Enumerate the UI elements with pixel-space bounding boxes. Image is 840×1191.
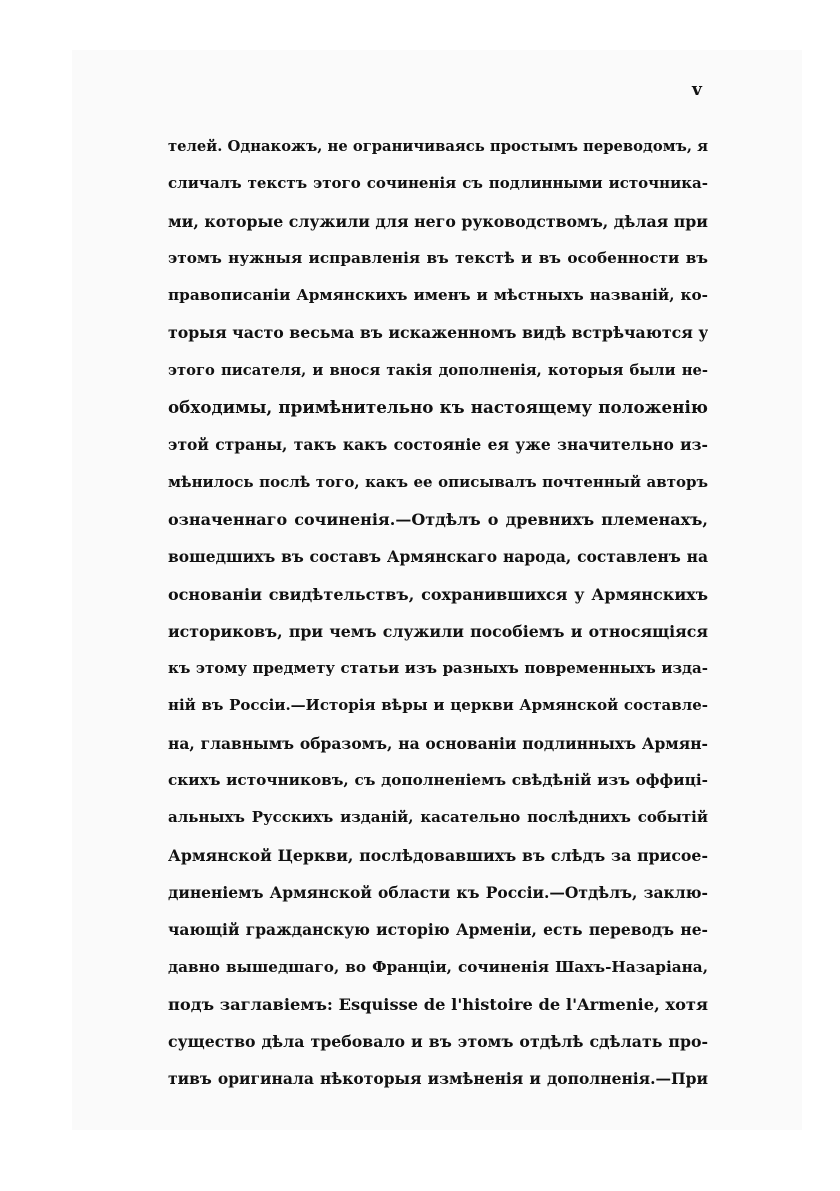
text-line: мѣнилось послѣ того, какъ ее описывалъ почтенный авторъ: [168, 472, 708, 491]
text-line: основаніи свидѣтельствъ, сохранившихся у Армянскихъ: [168, 584, 708, 604]
text-line: ми, которые служили для него руководствомъ, дѣлая при: [168, 211, 708, 231]
text-line: этомъ нужныя исправленія въ текстѣ и въ особенности въ: [168, 248, 708, 267]
text-line: на, главнымъ образомъ, на основаніи подлинныхъ Армян-: [168, 733, 708, 753]
text-line: этой страны, такъ какъ состояніе ея уже значительно из-: [168, 435, 708, 455]
text-line: историковъ, при чемъ служили пособіемъ и относящіяся: [168, 621, 708, 641]
text-line: торыя часто весьма въ искаженномъ видѣ встрѣчаются у: [168, 323, 708, 343]
body-text: [168, 128, 708, 1098]
text-line: къ этому предмету статьи изъ разныхъ повременныхъ изда-: [168, 659, 708, 678]
text-line: ній въ Россіи.—Исторія вѣры и церкви Армянской составле-: [168, 696, 708, 715]
text-line: этого писателя, и внося такія дополненія, которыя были не-: [168, 361, 708, 379]
text-line: правописаніи Армянскихъ именъ и мѣстныхъ названій, ко-: [168, 286, 708, 305]
text-line: Армянской Церкви, послѣдовавшихъ въ слѣдъ за присое-: [168, 845, 708, 865]
text-line: телей. Однакожъ, не ограничиваясь простымъ переводомъ, я: [168, 138, 708, 155]
text-line: диненіемъ Армянской области къ Россіи.—Отдѣлъ, заклю-: [168, 882, 708, 902]
text-line: существо дѣла требовало и въ этомъ отдѣлѣ сдѣлать про-: [168, 1032, 708, 1052]
text-line: чающій гражданскую исторію Арменіи, есть переводъ не-: [168, 920, 708, 940]
text-line: подъ заглавіемъ: Esquisse de l'histoire de l'Armenie, хотя: [168, 994, 708, 1014]
text-line: обходимы, примѣнительно къ настоящему положенію: [168, 397, 708, 418]
text-line: сличалъ текстъ этого сочиненія съ подлинными источника-: [168, 174, 708, 193]
text-line: давно вышедшаго, во Франціи, сочиненія Шахъ-Назаріана,: [168, 957, 708, 976]
page-number: v: [692, 80, 702, 100]
text-line: вошедшихъ въ составъ Армянскаго народа, составленъ на: [168, 547, 708, 567]
text-line: скихъ источниковъ, съ дополненіемъ свѣдѣній изъ оффиці-: [168, 771, 708, 790]
text-line: тивъ оригинала нѣкоторыя измѣненія и дополненія.—При: [168, 1069, 708, 1089]
text-line: означеннаго сочиненія.—Отдѣлъ о древнихъ племенахъ,: [168, 509, 708, 529]
text-line: альныхъ Русскихъ изданій, касательно послѣднихъ событій: [168, 808, 708, 827]
